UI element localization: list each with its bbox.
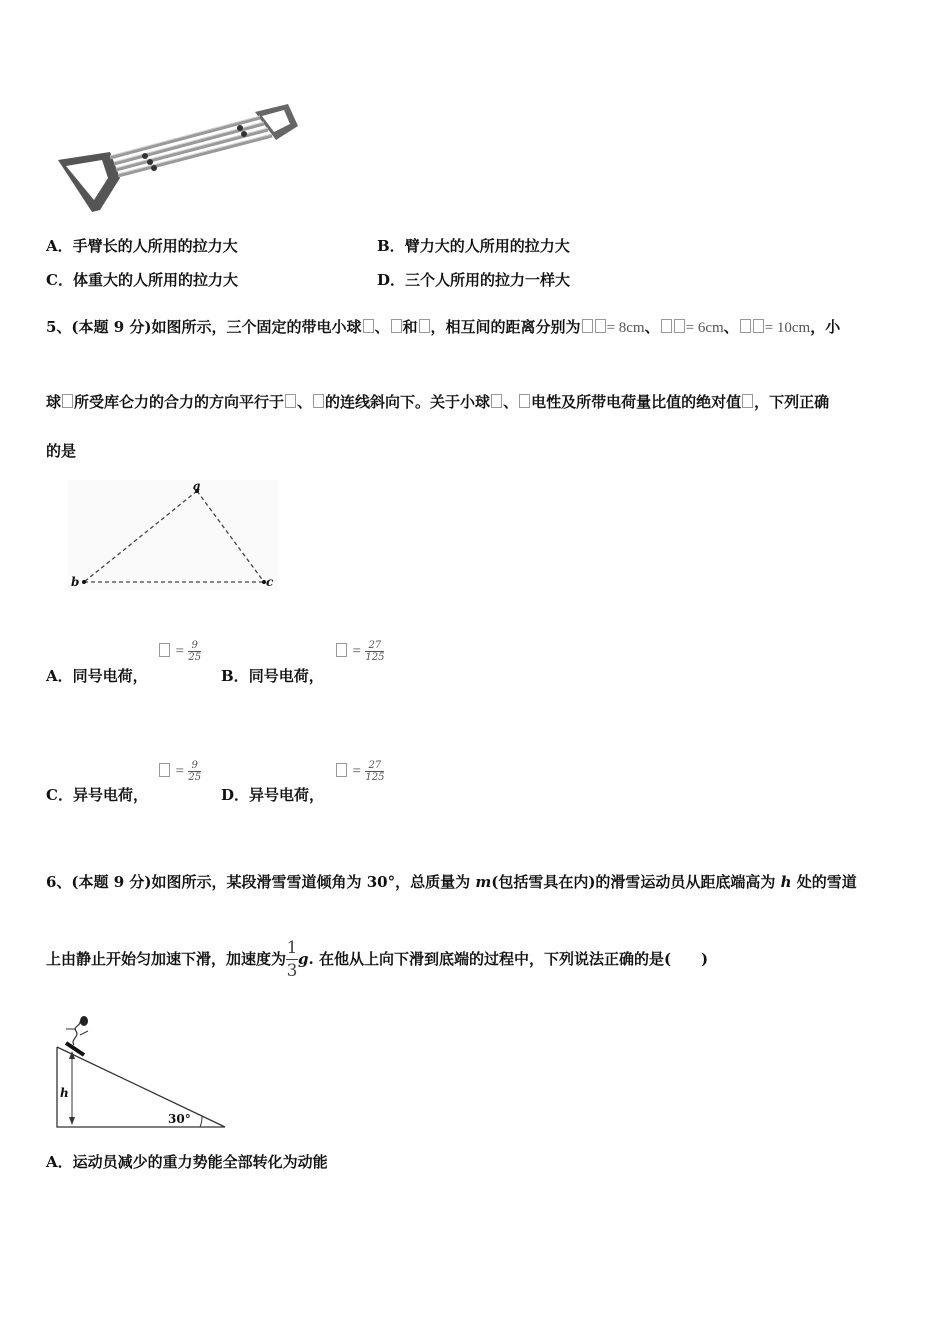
q5-option-b-formula: = $\frac{27}{125}$ (335, 640, 384, 663)
q5-option-b: B．同号电荷， (221, 667, 324, 685)
q5-option-d: D．异号电荷， (221, 786, 325, 804)
point-a-label: a (193, 480, 201, 493)
height-label: h (60, 1086, 69, 1100)
q4-option-c: C．体重大的人所用的拉力大 (46, 271, 238, 289)
q5-triangle-figure (68, 480, 278, 590)
q5-option-a: A．同号电荷， (46, 667, 148, 685)
q4-option-b: B．臂力大的人所用的拉力大 (377, 237, 570, 255)
angle-label: 30° (168, 1112, 191, 1126)
q4-option-d: D．三个人所用的拉力一样大 (377, 271, 571, 289)
q5-stem-line2: 球 所受库仑力的合力的方向平行于 、 的连线斜向下。关于小球 、 电性及所带电荷量比值的绝对值 ，下列正确 (46, 393, 830, 411)
q5-option-c-formula: = $\frac{9}{25}$ (158, 760, 201, 783)
q5-option-a-formula: = $\frac{9}{25}$ (158, 640, 201, 663)
point-b-label: b (71, 575, 80, 589)
q6-stem-line2: 上由静止开始匀加速下滑，加速度为 1 3 g . 在他从上向下滑到底端的过程中，下列说法正确的是( ) (46, 937, 709, 981)
q6-slope-figure (50, 1015, 230, 1130)
point-c-label: c (266, 575, 274, 589)
q5-option-d-formula: = $\frac{27}{125}$ (335, 760, 384, 783)
q5-stem-line1: 5、(本题 9 分)如图所示，三个固定的带电小球 、 和 ，相互间的距离分别为 = 8cm、 = 6cm、 = 10cm，小 (46, 318, 841, 336)
q6-stem-line1: 6、(本题 9 分)如图所示，某段滑雪雪道倾角为 30°，总质量为 m(包括雪具在内)的滑雪运动员从距底端高为 h 处的雪道 (46, 873, 857, 891)
q6-option-a: A．运动员减少的重力势能全部转化为动能 (46, 1153, 328, 1171)
q5-stem-line3: 的是 (46, 442, 77, 460)
chest-expander-figure (50, 100, 310, 220)
q5-option-c: C．异号电荷， (46, 786, 148, 804)
q4-option-a: A．手臂长的人所用的拉力大 (46, 237, 238, 255)
